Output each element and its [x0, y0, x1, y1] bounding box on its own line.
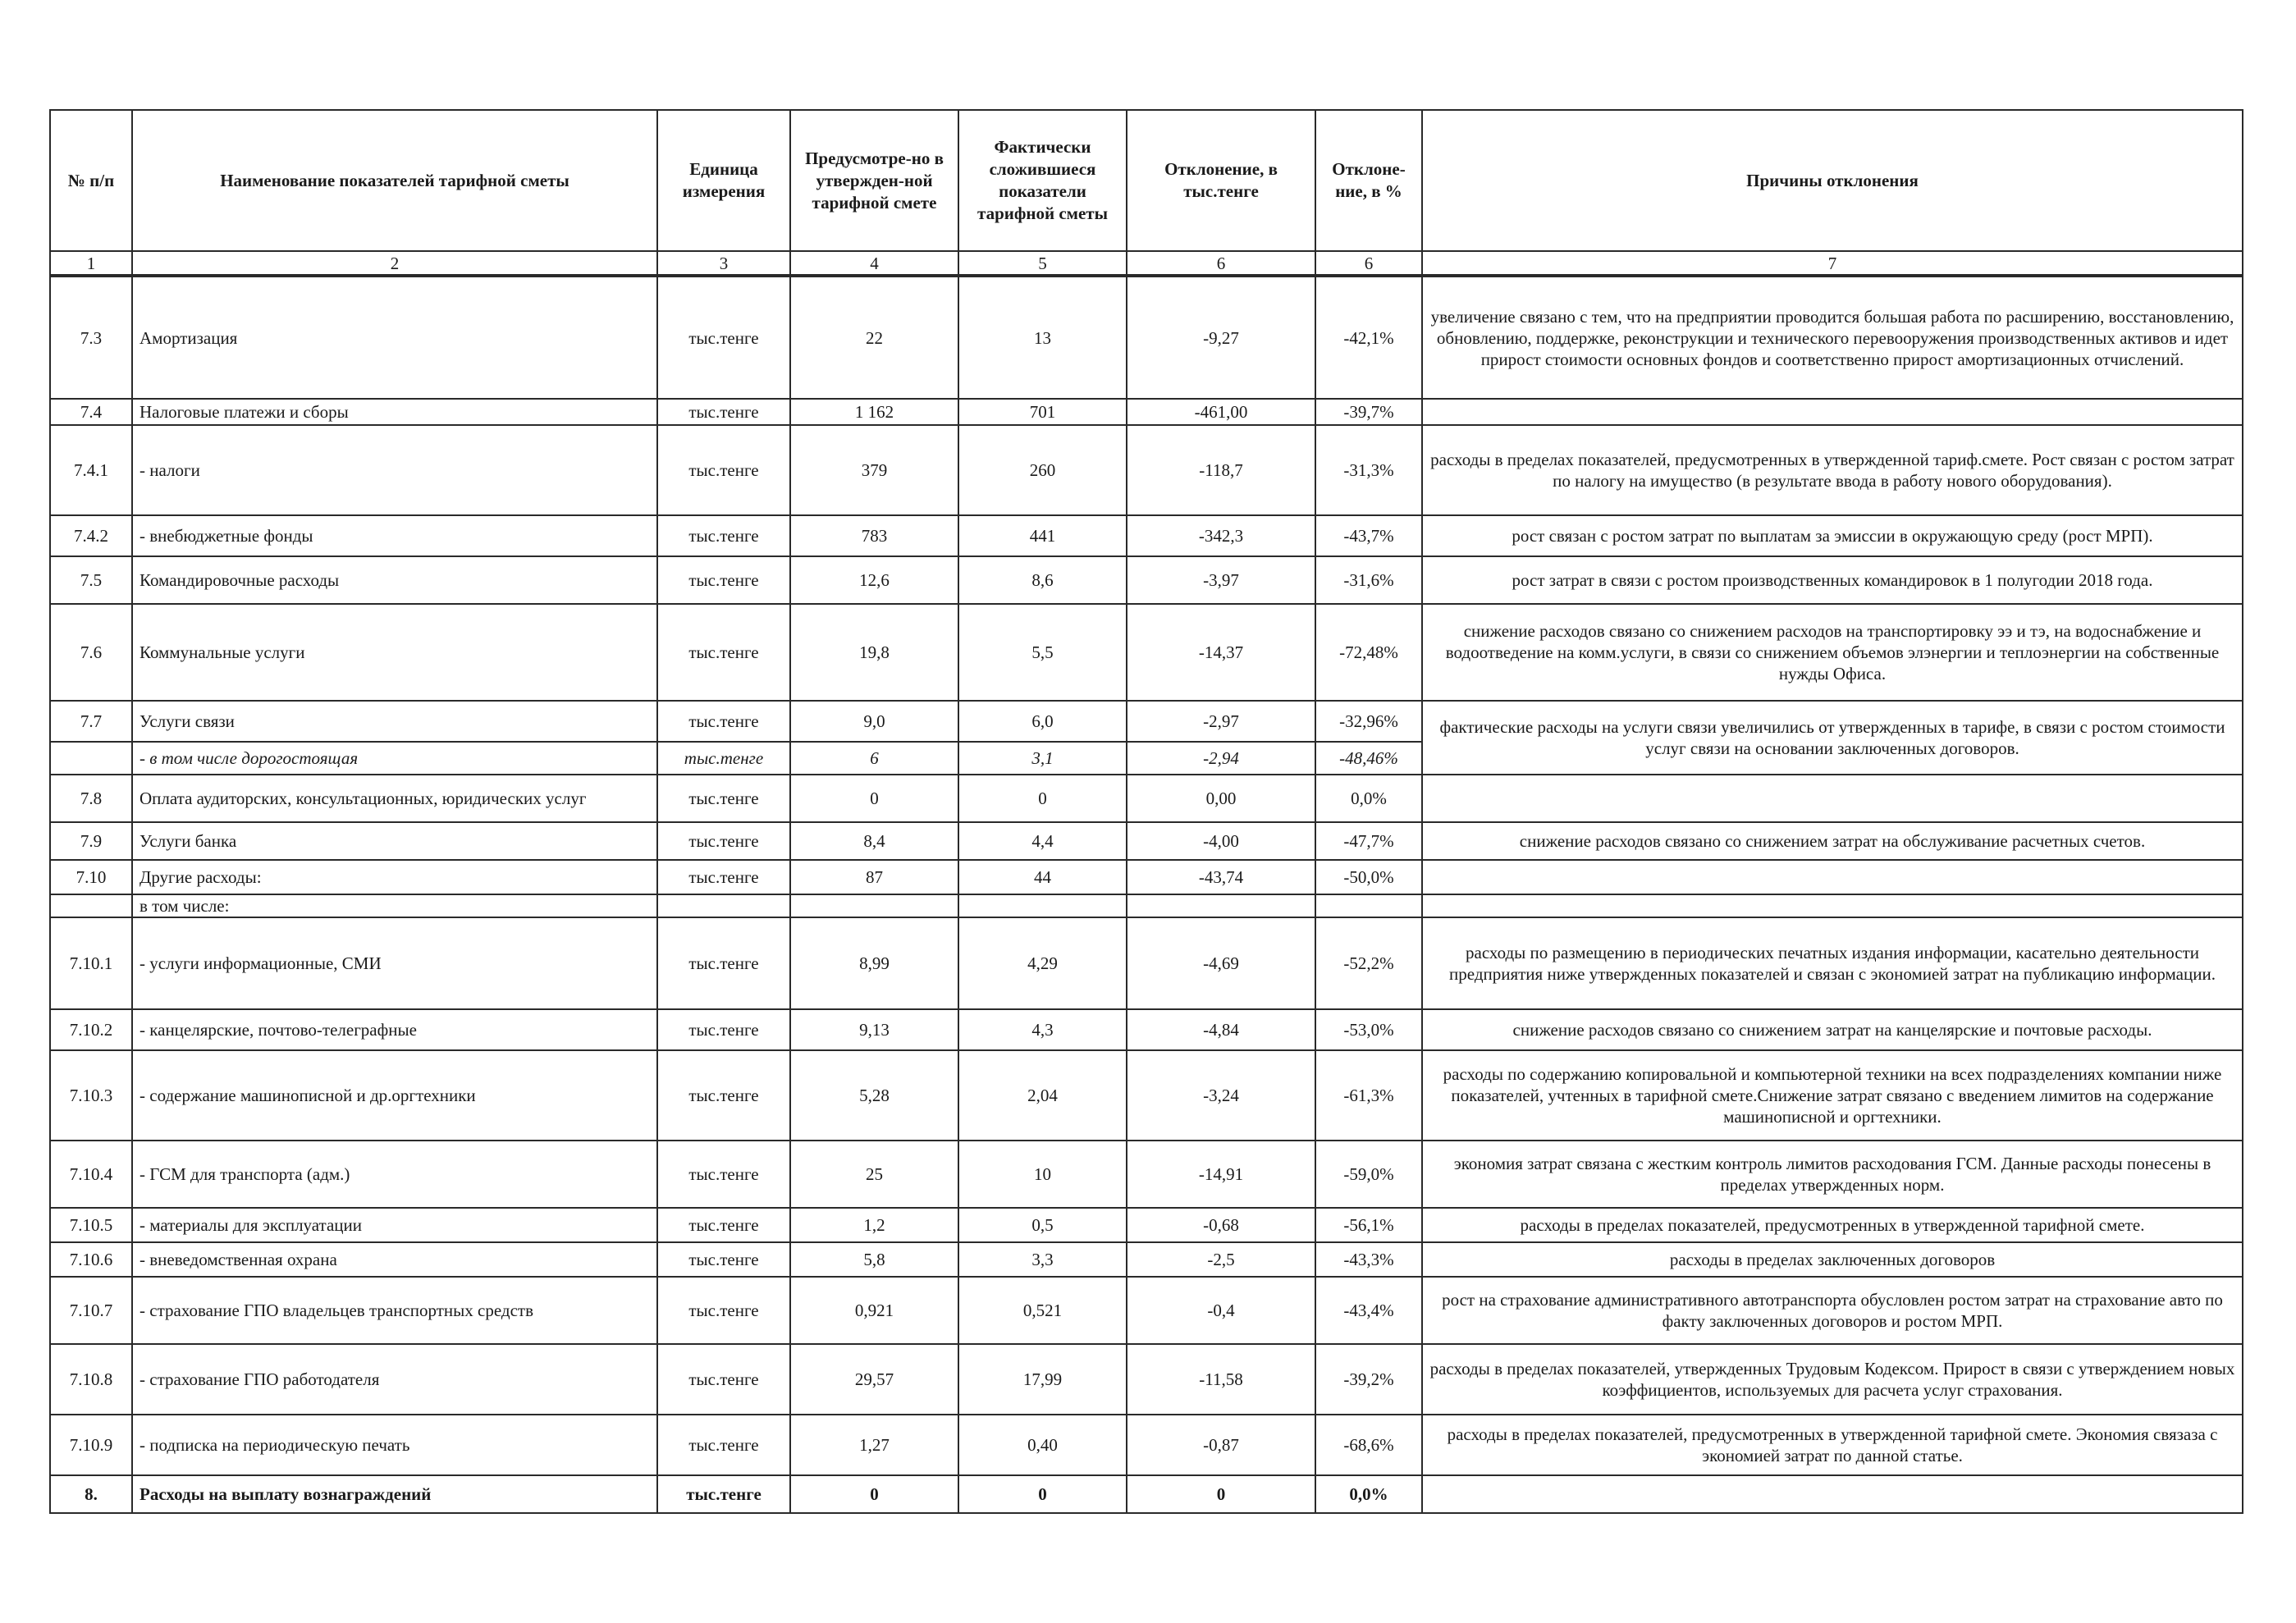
- row-reason: рост на страхование административного автотранспорта обусловлен ростом затрат на страхование авто по факту заключенных договоров и ростом МРП.: [1422, 1277, 2243, 1344]
- table-row: [50, 276, 2243, 399]
- row-num: 7.10.1: [50, 917, 132, 1009]
- tariff-estimate-table: [49, 109, 2243, 1514]
- column-number: 2: [132, 251, 657, 276]
- row-deviation-pct: -53,0%: [1315, 1009, 1422, 1050]
- row-reason: [1422, 894, 2243, 917]
- row-reason: расходы в пределах показателей, предусмотренных в утвержденной тарифной смете.: [1422, 1208, 2243, 1242]
- header-name: Наименование показателей тарифной сметы: [132, 110, 657, 251]
- row-planned: 1 162: [790, 399, 958, 425]
- row-actual: 10: [958, 1141, 1127, 1208]
- row-deviation-pct: -43,3%: [1315, 1242, 1422, 1277]
- row-unit: тыс.тенге: [657, 399, 790, 425]
- row-deviation-abs: -43,74: [1127, 860, 1315, 894]
- row-deviation-pct: -32,96%: [1315, 701, 1422, 742]
- row-planned: 6: [790, 742, 958, 775]
- row-unit: тыс.тенге: [657, 1050, 790, 1141]
- row-deviation-pct: -31,6%: [1315, 556, 1422, 604]
- row-name: Оплата аудиторских, консультационных, юридических услуг: [132, 775, 657, 822]
- row-num: 7.10.2: [50, 1009, 132, 1050]
- row-deviation-abs: -3,97: [1127, 556, 1315, 604]
- row-reason: фактические расходы на услуги связи увеличились от утвержденных в тарифе, в связи с ростом стоимости услуг связи на основании заключенных договоров.: [1422, 701, 2243, 775]
- column-numbers-row: [50, 251, 2243, 276]
- row-deviation-abs: -4,84: [1127, 1009, 1315, 1050]
- row-deviation-abs: -11,58: [1127, 1344, 1315, 1415]
- row-name: - ГСМ для транспорта (адм.): [132, 1141, 657, 1208]
- row-actual: 0,5: [958, 1208, 1127, 1242]
- row-num: 8.: [50, 1475, 132, 1513]
- row-planned: 1,27: [790, 1415, 958, 1475]
- row-planned: 379: [790, 425, 958, 515]
- row-num: 7.7: [50, 701, 132, 742]
- row-deviation-pct: -48,46%: [1315, 742, 1422, 775]
- row-planned: 783: [790, 515, 958, 556]
- header-unit: Единица измерения: [657, 110, 790, 251]
- table-row: [50, 1208, 2243, 1242]
- row-deviation-pct: -43,4%: [1315, 1277, 1422, 1344]
- table-row: [50, 1277, 2243, 1344]
- header-planned: Предусмотре-но в утвержден-ной тарифной смете: [790, 110, 958, 251]
- table-row: [50, 1141, 2243, 1208]
- row-num: [50, 894, 132, 917]
- row-deviation-pct: -47,7%: [1315, 822, 1422, 860]
- table-row: [50, 604, 2243, 701]
- row-deviation-abs: -9,27: [1127, 276, 1315, 399]
- table-row: [50, 894, 2243, 917]
- row-name: - услуги информационные, СМИ: [132, 917, 657, 1009]
- row-reason: [1422, 399, 2243, 425]
- row-planned: 9,0: [790, 701, 958, 742]
- row-reason: расходы в пределах показателей, предусмотренных в утвержденной тарифной смете. Экономия связаза с экономией затрат по данной статье.: [1422, 1415, 2243, 1475]
- row-planned: 22: [790, 276, 958, 399]
- row-num: 7.8: [50, 775, 132, 822]
- row-unit: тыс.тенге: [657, 1475, 790, 1513]
- row-reason: [1422, 860, 2243, 894]
- row-deviation-abs: -461,00: [1127, 399, 1315, 425]
- table-row: [50, 399, 2243, 425]
- row-planned: 9,13: [790, 1009, 958, 1050]
- table-row: [50, 1050, 2243, 1141]
- row-name: Услуги банка: [132, 822, 657, 860]
- row-planned: 25: [790, 1141, 958, 1208]
- row-deviation-pct: -68,6%: [1315, 1415, 1422, 1475]
- row-name: Налоговые платежи и сборы: [132, 399, 657, 425]
- row-planned: 0: [790, 775, 958, 822]
- row-num: [50, 742, 132, 775]
- row-deviation-abs: [1127, 894, 1315, 917]
- row-reason: снижение расходов связано со снижением затрат на канцелярские и почтовые расходы.: [1422, 1009, 2243, 1050]
- row-actual: 4,29: [958, 917, 1127, 1009]
- row-actual: 260: [958, 425, 1127, 515]
- table-row: [50, 1475, 2243, 1513]
- row-reason: расходы в пределах заключенных договоров: [1422, 1242, 2243, 1277]
- row-actual: 5,5: [958, 604, 1127, 701]
- row-unit: тыс.тенге: [657, 604, 790, 701]
- row-name: - подписка на периодическую печать: [132, 1415, 657, 1475]
- row-unit: тыс.тенге: [657, 860, 790, 894]
- row-name: - вневедомственная охрана: [132, 1242, 657, 1277]
- table-row: [50, 917, 2243, 1009]
- row-name: - содержание машинописной и др.оргтехники: [132, 1050, 657, 1141]
- column-number: 5: [958, 251, 1127, 276]
- row-reason: экономия затрат связана с жестким контроль лимитов расходования ГСМ. Данные расходы понесены в пределах утвержденных норм.: [1422, 1141, 2243, 1208]
- row-num: 7.10.4: [50, 1141, 132, 1208]
- row-deviation-pct: -56,1%: [1315, 1208, 1422, 1242]
- row-deviation-pct: -31,3%: [1315, 425, 1422, 515]
- row-unit: [657, 894, 790, 917]
- row-reason: расходы по содержанию копировальной и компьютерной техники на всех подразделениях компании ниже показателей, учтенных в тарифной смете.Снижение затрат связано с введением лимитов на содержание машинописной и оргтехники.: [1422, 1050, 2243, 1141]
- row-unit: тыс.тенге: [657, 701, 790, 742]
- row-unit: тыс.тенге: [657, 1344, 790, 1415]
- row-actual: 4,4: [958, 822, 1127, 860]
- row-reason: увеличение связано с тем, что на предприятии проводится большая работа по расширению, восстановлению, обновлению, поддержке, реконструкции и технического перевооружения производственных активов и идет прирост стоимости основных фондов и соответственно прирост амортизационных отчислений.: [1422, 276, 2243, 399]
- header-actual: Фактически сложившиеся показатели тарифной сметы: [958, 110, 1127, 251]
- row-planned: 8,99: [790, 917, 958, 1009]
- row-unit: тыс.тенге: [657, 1141, 790, 1208]
- row-num: 7.4.1: [50, 425, 132, 515]
- row-planned: 1,2: [790, 1208, 958, 1242]
- table-row: [50, 1344, 2243, 1415]
- column-number: 4: [790, 251, 958, 276]
- row-unit: тыс.тенге: [657, 742, 790, 775]
- row-name: Услуги связи: [132, 701, 657, 742]
- column-number: 6: [1315, 251, 1422, 276]
- row-actual: 3,1: [958, 742, 1127, 775]
- row-num: 7.10.8: [50, 1344, 132, 1415]
- row-planned: [790, 894, 958, 917]
- row-num: 7.10.6: [50, 1242, 132, 1277]
- row-num: 7.10.3: [50, 1050, 132, 1141]
- row-deviation-pct: -50,0%: [1315, 860, 1422, 894]
- row-planned: 5,8: [790, 1242, 958, 1277]
- row-actual: 441: [958, 515, 1127, 556]
- row-reason: расходы по размещению в периодических печатных издания информации, касательно деятельности предприятия ниже утвержденных показателей и связан с экономией затрат на публикацию информации.: [1422, 917, 2243, 1009]
- table-row: [50, 425, 2243, 515]
- row-planned: 12,6: [790, 556, 958, 604]
- row-name: Амортизация: [132, 276, 657, 399]
- table-row: [50, 1009, 2243, 1050]
- row-deviation-abs: -14,37: [1127, 604, 1315, 701]
- table-row: [50, 556, 2243, 604]
- table-row: [50, 1242, 2243, 1277]
- row-reason: расходы в пределах показателей, предусмотренных в утвержденной тариф.смете. Рост связан с ростом затрат по налогу на имущество (в результате ввода в работу нового оборудования).: [1422, 425, 2243, 515]
- row-actual: 8,6: [958, 556, 1127, 604]
- row-deviation-pct: -39,7%: [1315, 399, 1422, 425]
- row-planned: 29,57: [790, 1344, 958, 1415]
- row-reason: рост связан с ростом затрат по выплатам за эмиссии в окружающую среду (рост МРП).: [1422, 515, 2243, 556]
- row-actual: 4,3: [958, 1009, 1127, 1050]
- header-row: [50, 110, 2243, 251]
- row-planned: 0: [790, 1475, 958, 1513]
- row-planned: 87: [790, 860, 958, 894]
- row-unit: тыс.тенге: [657, 1242, 790, 1277]
- row-name: Другие расходы:: [132, 860, 657, 894]
- row-actual: 2,04: [958, 1050, 1127, 1141]
- row-planned: 5,28: [790, 1050, 958, 1141]
- row-reason: [1422, 775, 2243, 822]
- row-actual: [958, 894, 1127, 917]
- column-number: 1: [50, 251, 132, 276]
- row-num: 7.10: [50, 860, 132, 894]
- row-num: 7.4: [50, 399, 132, 425]
- row-actual: 0: [958, 1475, 1127, 1513]
- row-deviation-abs: 0: [1127, 1475, 1315, 1513]
- row-deviation-abs: -4,69: [1127, 917, 1315, 1009]
- header-deviation-pct: Отклоне-ние, в %: [1315, 110, 1422, 251]
- row-unit: тыс.тенге: [657, 1009, 790, 1050]
- row-actual: 0,521: [958, 1277, 1127, 1344]
- row-deviation-pct: -43,7%: [1315, 515, 1422, 556]
- row-name: в том числе:: [132, 894, 657, 917]
- row-deviation-abs: -342,3: [1127, 515, 1315, 556]
- row-deviation-pct: 0,0%: [1315, 775, 1422, 822]
- row-name: - страхование ГПО работодателя: [132, 1344, 657, 1415]
- row-num: 7.10.9: [50, 1415, 132, 1475]
- row-reason: [1422, 1475, 2243, 1513]
- row-actual: 44: [958, 860, 1127, 894]
- table-row: [50, 860, 2243, 894]
- row-deviation-abs: -2,94: [1127, 742, 1315, 775]
- row-unit: тыс.тенге: [657, 775, 790, 822]
- row-num: 7.3: [50, 276, 132, 399]
- row-deviation-abs: -0,4: [1127, 1277, 1315, 1344]
- header-reason: Причины отклонения: [1422, 110, 2243, 251]
- row-actual: 17,99: [958, 1344, 1127, 1415]
- row-deviation-abs: 0,00: [1127, 775, 1315, 822]
- row-name: - материалы для эксплуатации: [132, 1208, 657, 1242]
- table-row: [50, 515, 2243, 556]
- row-num: 7.4.2: [50, 515, 132, 556]
- row-planned: 19,8: [790, 604, 958, 701]
- row-unit: тыс.тенге: [657, 917, 790, 1009]
- table-row: [50, 775, 2243, 822]
- row-unit: тыс.тенге: [657, 556, 790, 604]
- row-reason: рост затрат в связи с ростом производственных командировок в 1 полугодии 2018 года.: [1422, 556, 2243, 604]
- row-planned: 8,4: [790, 822, 958, 860]
- row-reason: снижение расходов связано со снижением затрат на обслуживание расчетных счетов.: [1422, 822, 2243, 860]
- row-unit: тыс.тенге: [657, 276, 790, 399]
- row-deviation-pct: -61,3%: [1315, 1050, 1422, 1141]
- row-unit: тыс.тенге: [657, 822, 790, 860]
- row-name: - внебюджетные фонды: [132, 515, 657, 556]
- row-deviation-abs: -4,00: [1127, 822, 1315, 860]
- row-deviation-abs: -0,68: [1127, 1208, 1315, 1242]
- row-unit: тыс.тенге: [657, 515, 790, 556]
- row-deviation-abs: -2,97: [1127, 701, 1315, 742]
- row-actual: 0,40: [958, 1415, 1127, 1475]
- row-deviation-abs: -3,24: [1127, 1050, 1315, 1141]
- row-num: 7.10.7: [50, 1277, 132, 1344]
- row-deviation-abs: -0,87: [1127, 1415, 1315, 1475]
- row-deviation-pct: -52,2%: [1315, 917, 1422, 1009]
- header-deviation-abs: Отклонение, в тыс.тенге: [1127, 110, 1315, 251]
- row-name: Расходы на выплату вознаграждений: [132, 1475, 657, 1513]
- row-unit: тыс.тенге: [657, 1415, 790, 1475]
- row-deviation-abs: -14,91: [1127, 1141, 1315, 1208]
- row-actual: 0: [958, 775, 1127, 822]
- row-name: - налоги: [132, 425, 657, 515]
- table-row: [50, 701, 2243, 742]
- row-deviation-pct: 0,0%: [1315, 1475, 1422, 1513]
- row-num: 7.5: [50, 556, 132, 604]
- row-deviation-pct: -59,0%: [1315, 1141, 1422, 1208]
- table-row: [50, 1415, 2243, 1475]
- row-num: 7.10.5: [50, 1208, 132, 1242]
- row-unit: тыс.тенге: [657, 1277, 790, 1344]
- row-deviation-pct: [1315, 894, 1422, 917]
- row-deviation-pct: -39,2%: [1315, 1344, 1422, 1415]
- column-number: 6: [1127, 251, 1315, 276]
- row-name: - канцелярские, почтово-телеграфные: [132, 1009, 657, 1050]
- row-unit: тыс.тенге: [657, 1208, 790, 1242]
- row-deviation-pct: -72,48%: [1315, 604, 1422, 701]
- row-reason: снижение расходов связано со снижением расходов на транспортировку ээ и тэ, на водоснабжение и водоотведение на комм.услуги, в связи со снижением объемов элэнергии и теплоэнергии на собственные нужды Офиса.: [1422, 604, 2243, 701]
- column-number: 7: [1422, 251, 2243, 276]
- row-name: Командировочные расходы: [132, 556, 657, 604]
- row-reason: расходы в пределах показателей, утвержденных Трудовым Кодексом. Прирост в связи с утверждением новых коэффициентов, используемых для расчета услуг страхования.: [1422, 1344, 2243, 1415]
- row-actual: 3,3: [958, 1242, 1127, 1277]
- row-num: 7.9: [50, 822, 132, 860]
- table-row: [50, 822, 2243, 860]
- row-num: 7.6: [50, 604, 132, 701]
- row-name: - в том числе дорогостоящая: [132, 742, 657, 775]
- row-name: Коммунальные услуги: [132, 604, 657, 701]
- row-actual: 13: [958, 276, 1127, 399]
- header-num: № п/п: [50, 110, 132, 251]
- row-name: - страхование ГПО владельцев транспортных средств: [132, 1277, 657, 1344]
- row-unit: тыс.тенге: [657, 425, 790, 515]
- row-actual: 6,0: [958, 701, 1127, 742]
- row-deviation-abs: -2,5: [1127, 1242, 1315, 1277]
- row-deviation-abs: -118,7: [1127, 425, 1315, 515]
- row-planned: 0,921: [790, 1277, 958, 1344]
- column-number: 3: [657, 251, 790, 276]
- row-actual: 701: [958, 399, 1127, 425]
- row-deviation-pct: -42,1%: [1315, 276, 1422, 399]
